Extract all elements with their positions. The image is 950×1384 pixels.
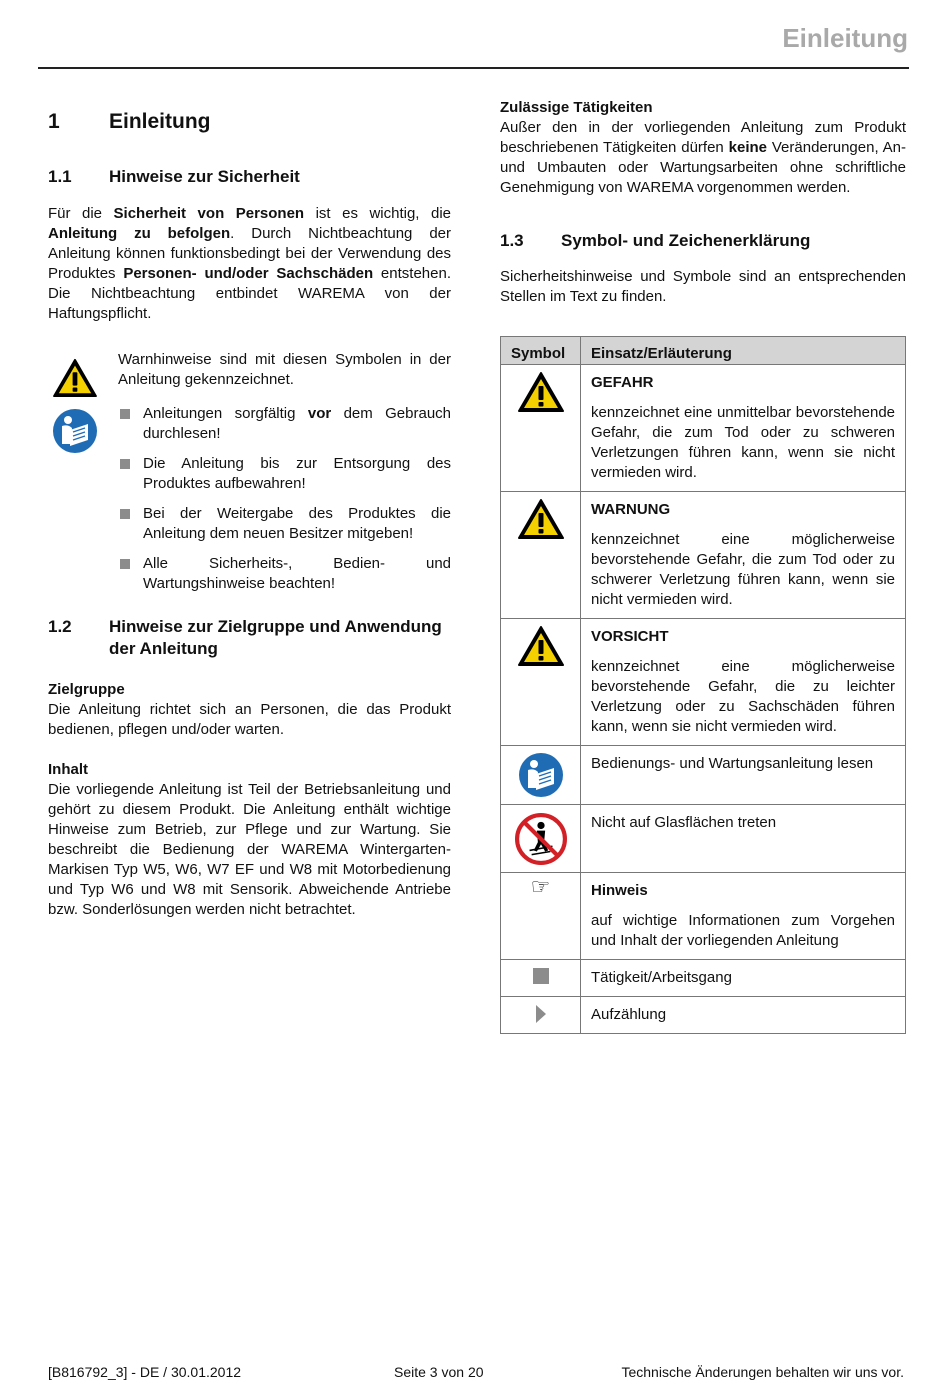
list-item [118,504,451,544]
text-run: Anleitungen sorgfältig [143,405,308,422]
warning-intro: Warnhinweise sind mit diesen Symbolen in der Anleitung gekennzeichnet. [118,351,451,388]
list-item [118,554,451,594]
warning-triangle-icon [517,625,565,667]
description-cell [581,873,906,960]
text-run: Außer den in der vorliegenden Anleitung zum Produkt beschriebenen Tätigkeiten dürfen [500,119,906,156]
inhalt-heading: Inhalt [48,761,88,778]
header-divider [38,67,909,69]
warning-triangle-icon [517,371,565,413]
warning-bullet-list [118,404,451,594]
section-number: 1 [48,110,60,133]
row-text: Bedienungs- und Wartungsanleitung lesen [591,755,874,772]
text-run-bold: Personen- und/oder Sachschäden [123,265,374,282]
text-run-bold: vor [307,405,332,422]
symbol-cell [501,805,581,873]
text-run: dem Gebrauch durchlesen! [143,405,452,442]
section-title: Einleitung [109,110,211,133]
table-row [501,997,906,1034]
square-bullet-icon [120,559,130,569]
text-run: entstehen. Die Nichtbeachtung entbindet WAREMA von der Haftungspflicht. [48,265,451,322]
section-title: Hinweise zur Sicherheit [109,167,300,186]
read-manual-icon [518,752,564,798]
description-cell [581,997,906,1034]
text-run-bold: Anleitung zu befolgen [48,225,231,242]
row-label: VORSICHT [591,628,669,645]
column-header-symbol: Symbol [501,337,581,365]
section-title: Symbol- und Zeichenerklärung [561,231,811,250]
gray-triangle-icon [535,1004,547,1024]
column-header-description: Einsatz/Erläuterung [581,337,906,365]
footer-doc-id: [B816792_3] - DE / 30.01.2012 [48,1364,242,1380]
description-cell [581,492,906,619]
row-text: Tätigkeit/Arbeitsgang [591,969,732,986]
description-cell [581,746,906,805]
section-number: 1.1 [48,167,72,186]
row-label: WARNUNG [591,501,671,518]
text-run: ist es wichtig, die [304,205,451,222]
symbol-cell [501,619,581,746]
right-column [500,98,906,1034]
zielgruppe-heading: Zielgruppe [48,681,125,698]
left-column [48,108,451,920]
list-item [118,454,451,494]
list-item-text: Bei der Weitergabe des Produktes die Anleitung dem neuen Besitzer mitgeben! [143,505,451,542]
square-bullet-icon [120,409,130,419]
text-run: Veränderungen, An- und Umbauten oder Wartungsarbeiten ohne schriftliche Genehmigung von WAREMA vorgenommen werden. [500,139,907,196]
description-cell [581,619,906,746]
row-text: Nicht auf Glasflächen treten [591,814,777,831]
text-run: Für die [48,205,114,222]
section-title: Hinweise zur Zielgruppe und Anwendung der Anleitung [109,617,442,658]
square-bullet-icon [120,459,130,469]
text-run-bold: keine [728,139,767,156]
warning-notice-box [48,350,451,594]
warning-triangle-icon [52,358,98,398]
section-number: 1.3 [500,231,524,250]
inhalt-text: Die vorliegende Anleitung ist Teil der Betriebsanleitung und gehört zu diesem Produkt. Die Anleitung enthält wichtige Hinweise zum Betrieb, zur Pflege und zur Wartung. Sie beschreibt die Bedienung der WAREMA Wintergarten-Markisen Typ W5, W6, W7 EF und W8 mit Motorbedienung und Typ W6 und W8 mit Sensorik. Abweichende Antriebe bzw. Sonderlösungen werden nicht betrachtet. [48,781,451,918]
text-run: . Durch Nichtbeachtung der Anleitung können funktionsbedingt bei der Verwendung des Produktes [48,225,451,282]
symbol-cell [501,960,581,997]
safety-paragraph [48,204,451,324]
description-cell [581,805,906,873]
symbol-cell [501,997,581,1034]
section-1-2-heading [48,616,451,660]
pointing-hand-icon: ☞ [530,874,551,899]
description-cell [581,960,906,997]
no-step-on-glass-icon [515,813,567,865]
square-bullet-icon [120,509,130,519]
list-item-text: Alle Sicherheits-, Bedien- und Wartungshinweise beachten! [143,555,451,592]
symbol-cell [501,492,581,619]
row-text: kennzeichnet eine unmittelbar bevorstehende Gefahr, die zum Tod oder zu schweren Verletzungen führen kann, wenn sie nicht vermieden wird. [591,404,895,481]
table-row [501,619,906,746]
warning-icons [52,358,100,460]
list-item [118,404,451,444]
warning-content [118,350,451,594]
row-label: Hinweis [591,882,648,899]
read-manual-icon [52,408,98,454]
section-number: 1.2 [48,617,72,636]
text-run-bold: Sicherheit von Personen [113,205,305,222]
section-1-3-heading [500,230,906,252]
section-1-heading [48,108,451,136]
footer-note: Technische Änderungen behalten wir uns vor. [621,1364,904,1380]
row-text: Aufzählung [591,1006,667,1023]
symbol-cell [501,873,581,960]
section-1-1-heading [48,166,451,188]
zielgruppe-text: Die Anleitung richtet sich an Personen, die das Produkt bedienen, pflegen und/oder warten. [48,701,451,738]
table-row [501,805,906,873]
table-row [501,960,906,997]
symbol-table [500,336,906,1034]
row-label: GEFAHR [591,374,654,391]
section-1-3-text: Sicherheitshinweise und Symbole sind an entsprechenden Stellen im Text zu finden. [500,268,906,305]
row-text: kennzeichnet eine möglicherweise bevorstehende Gefahr, die zum Tod oder zu schwerer Verletzung führen kann, wenn sie nicht vermieden wird. [591,531,895,608]
table-header-row [501,337,906,365]
row-text: auf wichtige Informationen zum Vorgehen und Inhalt der vorliegenden Anleitung [591,912,895,949]
table-row [501,746,906,805]
zulaessig-heading: Zulässige Tätigkeiten [500,99,653,116]
list-item-text: Die Anleitung bis zur Entsorgung des Produktes aufbewahren! [143,455,451,492]
zulaessig-text [500,118,906,198]
symbol-cell [501,365,581,492]
table-row [501,492,906,619]
table-row [501,873,906,960]
warning-triangle-icon [517,498,565,540]
gray-square-icon [533,968,549,984]
table-row [501,365,906,492]
description-cell [581,365,906,492]
row-text: kennzeichnet eine möglicherweise bevorstehende Gefahr, die zu leichter Verletzung oder zu Sachschäden führen kann, wenn sie nicht vermieden wird. [591,658,895,735]
symbol-cell [501,746,581,805]
page-header-title: Einleitung [782,23,908,53]
footer-page-number: Seite 3 von 20 [394,1364,484,1380]
